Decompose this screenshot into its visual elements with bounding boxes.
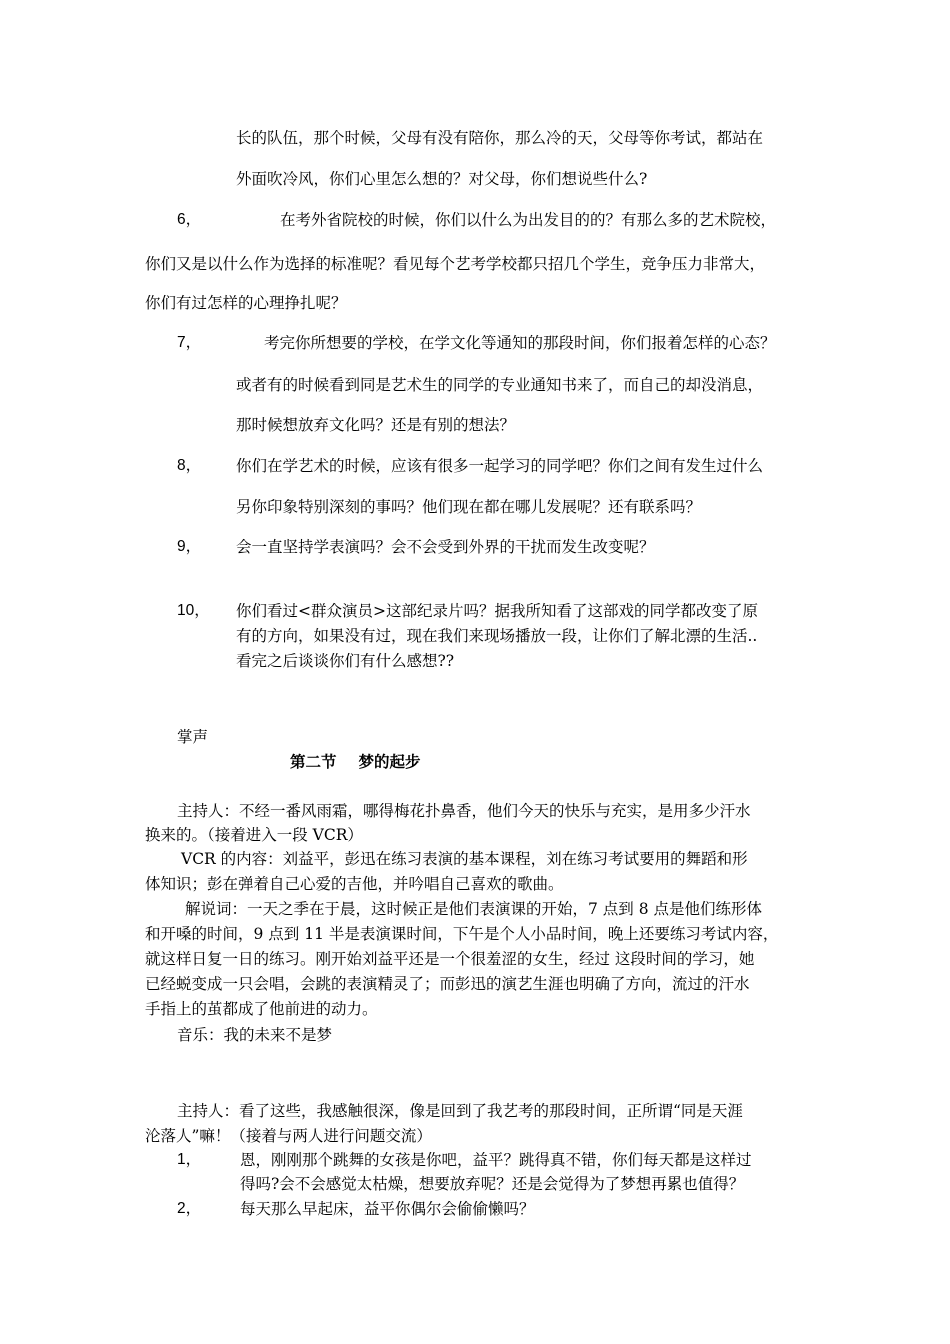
question-6-line-3: 你们有过怎样的心理挣扎呢？: [145, 294, 347, 312]
section-number: 第二节: [290, 752, 337, 771]
question-7-line-1: 考完你所想要的学校，在学文化等通知的那段时间，你们报着怎样的心态？: [264, 334, 776, 352]
narration-line-1: 解说词：一天之季在于晨，这时候正是他们表演课的开始，7 点到 8 点是他们练形体: [185, 900, 763, 918]
section-heading: [290, 752, 421, 772]
question-8-line-2: 另你印象特别深刻的事吗？他们现在都在哪儿发展呢？还有联系吗？: [236, 498, 702, 516]
question-9-line-1: 会一直坚持学表演吗？会不会受到外界的干扰而发生改变呢？: [236, 538, 655, 556]
narration-line-4: 已经蜕变成一只会唱，会跳的表演精灵了；而彭迅的演艺生涯也明确了方向，流过的汗水: [145, 975, 750, 993]
question-10-line-1: 你们看过<群众演员>这部纪录片吗？据我所知看了这部戏的同学都改变了原: [236, 602, 758, 620]
question-7-line-3: 那时候想放弃文化吗？还是有别的想法？: [236, 416, 516, 434]
question-7-line-2: 或者有的时候看到同是艺术生的同学的专业通知书来了，而自己的却没消息，: [236, 376, 764, 394]
question-10-line-3: 看完之后谈谈你们有什么感想??: [236, 652, 455, 670]
narration-line-3: 就这样日复一日的练习。刚开始刘益平还是一个很羞涩的女生，经过 这段时间的学习，她: [145, 950, 755, 968]
question-number: 8，: [177, 457, 202, 474]
host-paragraph-2-line-2: 沦落人”嘛！（接着与两人进行问题交流）: [145, 1127, 432, 1145]
question-6-line-2: 你们又是以什么作为选择的标准呢？看见每个艺考学校都只招几个学生，竞争压力非常大，: [145, 255, 766, 273]
question-number: 2，: [177, 1200, 202, 1217]
question-number: 9，: [177, 538, 202, 555]
question-10-line-2: 有的方向，如果没有过，现在我们来现场播放一段，让你们了解北漂的生活..: [236, 627, 758, 645]
question-number: 10，: [177, 602, 210, 619]
applause-cue: 掌声: [177, 728, 209, 746]
question-6-line-1: 在考外省院校的时候，你们以什么为出发目的的？有那么多的艺术院校，: [280, 211, 777, 229]
question-5-line-1: 长的队伍，那个时候，父母有没有陪你，那么冷的天，父母等你考试，都站在: [236, 129, 764, 147]
narration-line-5: 手指上的茧都成了他前进的动力。: [145, 1000, 378, 1018]
question-5-line-2: 外面吹冷风，你们心里怎么想的？对父母，你们想说些什么?: [236, 170, 648, 188]
followup-question-2-line-1: 每天那么早起床，益平你偶尔会偷偷懒吗？: [240, 1200, 535, 1218]
question-8-line-1: 你们在学艺术的时候，应该有很多一起学习的同学吧？你们之间有发生过什么: [236, 457, 764, 475]
question-number: 7，: [177, 334, 202, 351]
music-cue: 音乐：我的未来不是梦: [177, 1026, 333, 1044]
host-paragraph-2-line-1: 主持人：看了这些，我感触很深，像是回到了我艺考的那段时间，正所谓“同是天涯: [177, 1102, 743, 1120]
vcr-paragraph-line-1: VCR 的内容：刘益平，彭迅在练习表演的基本课程，刘在练习考试要用的舞蹈和形: [181, 850, 748, 868]
question-number: 1，: [177, 1151, 202, 1168]
host-paragraph-1-line-2: 换来的。（接着进入一段 VCR）: [145, 826, 363, 844]
vcr-paragraph-line-2: 体知识；彭在弹着自己心爱的吉他，并吟唱自己喜欢的歌曲。: [145, 875, 564, 893]
narration-line-2: 和开嗓的时间，9 点到 11 半是表演课时间，下午是个人小品时间，晚上还要练习考试内容，: [145, 925, 779, 943]
section-title: 梦的起步: [358, 752, 421, 771]
followup-question-1-line-1: 恩，刚刚那个跳舞的女孩是你吧，益平？跳得真不错，你们每天都是这样过: [240, 1151, 752, 1169]
question-number: 6，: [177, 211, 202, 228]
host-paragraph-1-line-1: 主持人：不经一番风雨霜，哪得梅花扑鼻香，他们今天的快乐与充实，是用多少汗水: [177, 802, 751, 820]
followup-question-1-line-2: 得吗?会不会感觉太枯燥，想要放弃呢？还是会觉得为了梦想再累也值得？: [240, 1175, 745, 1193]
